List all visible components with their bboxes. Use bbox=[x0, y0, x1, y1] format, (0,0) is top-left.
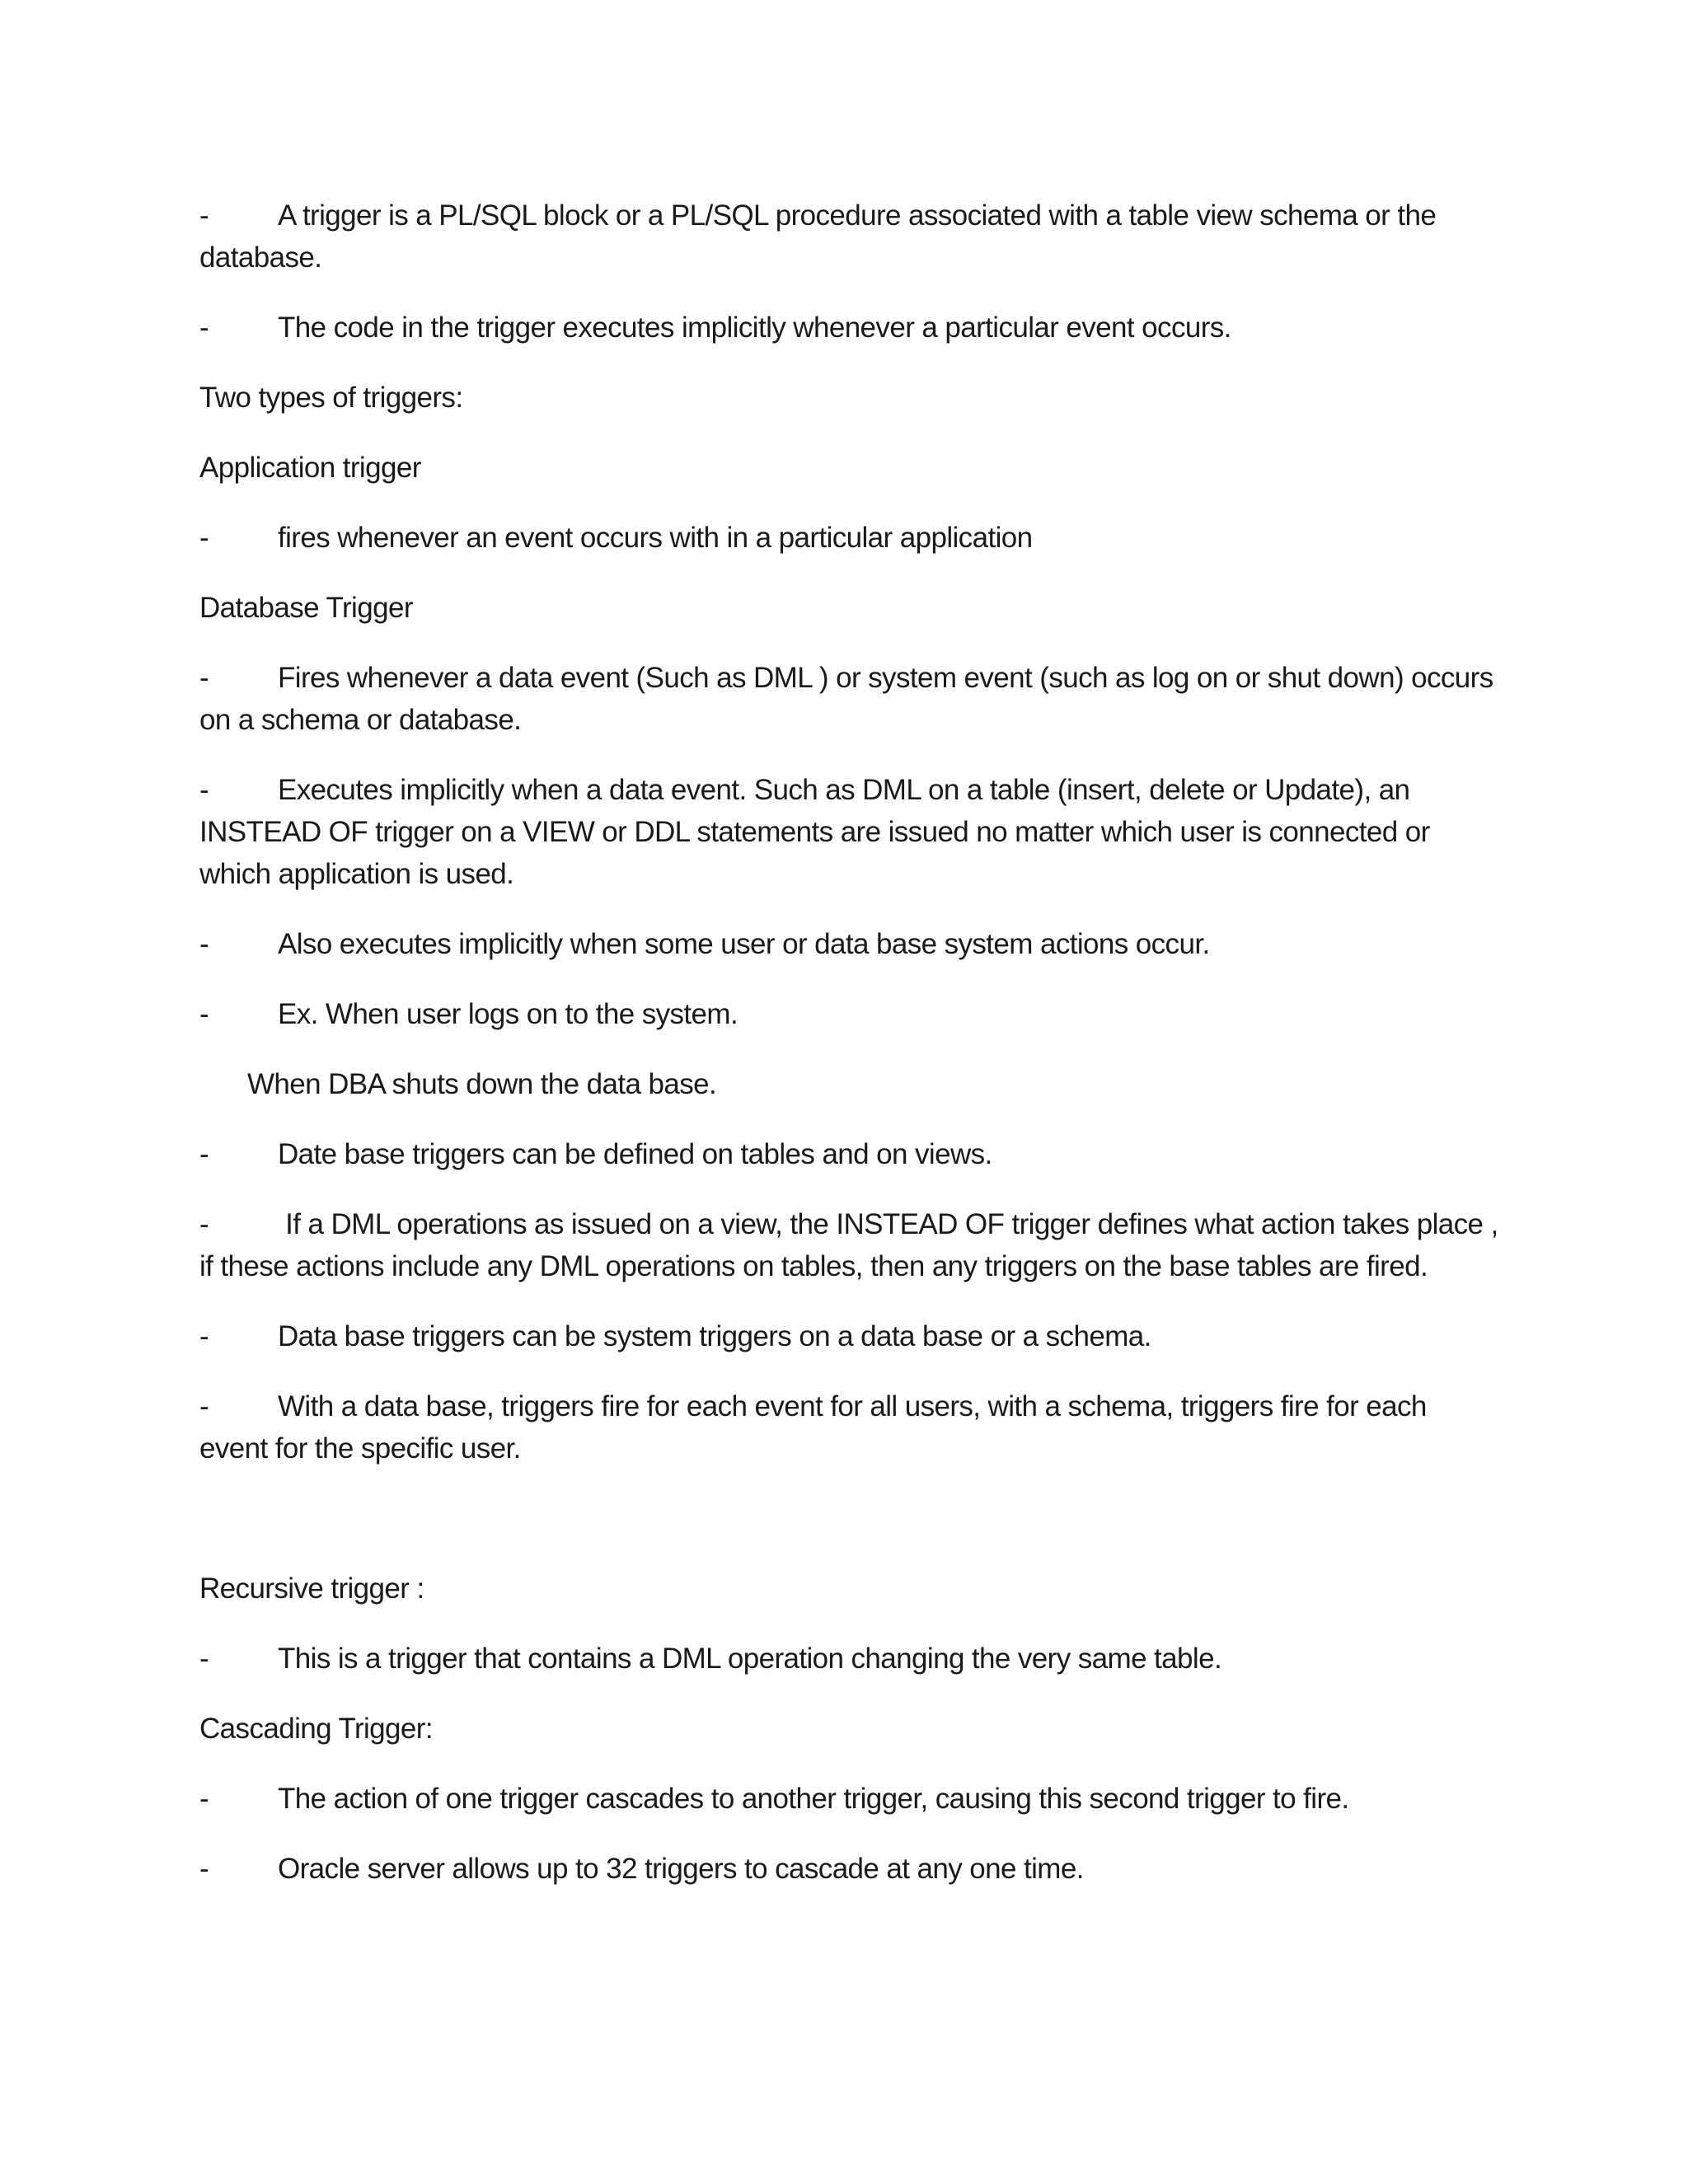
bullet-text: With a data base, triggers fire for each event for all users, with a schema, triggers fire for each event for the specific user. bbox=[199, 1390, 1427, 1465]
bullet-text: A trigger is a PL/SQL block or a PL/SQL procedure associated with a table view schema or the database. bbox=[199, 199, 1437, 274]
document-body bbox=[199, 194, 1502, 1918]
dash-marker: - bbox=[199, 1390, 209, 1422]
dash-marker: - bbox=[199, 522, 209, 554]
dash-marker: - bbox=[199, 1138, 209, 1170]
bullet-text: Fires whenever a data event (Such as DML ) or system event (such as log on or shut down) occurs on a schema or database. bbox=[199, 662, 1493, 736]
bullet-text: The code in the trigger executes implicitly whenever a particular event occurs. bbox=[278, 312, 1231, 344]
dash-marker: - bbox=[199, 774, 209, 806]
bullet-text: This is a trigger that contains a DML operation changing the very same table. bbox=[278, 1643, 1222, 1675]
dash-marker: - bbox=[199, 199, 209, 232]
bullet-item bbox=[199, 923, 1502, 965]
bullet-item bbox=[199, 194, 1502, 279]
dash-marker: - bbox=[199, 998, 209, 1030]
bullet-item bbox=[199, 1848, 1502, 1890]
bullet-item bbox=[199, 1385, 1502, 1469]
dash-marker: - bbox=[199, 1853, 209, 1885]
indented-line: When DBA shuts down the data base. bbox=[247, 1068, 717, 1100]
bullet-text: Oracle server allows up to 32 triggers to cascade at any one time. bbox=[278, 1853, 1084, 1885]
bullet-text: Data base triggers can be system triggers on a data base or a schema. bbox=[278, 1320, 1151, 1352]
dash-marker: - bbox=[199, 1783, 209, 1815]
dash-marker: - bbox=[199, 312, 209, 344]
bullet-text: Also executes implicitly when some user or data base system actions occur. bbox=[278, 928, 1210, 960]
bullet-item bbox=[199, 1778, 1502, 1820]
blank-spacer bbox=[199, 1497, 1502, 1568]
bullet-text: fires whenever an event occurs with in a particular application bbox=[278, 522, 1033, 554]
bullet-text: Ex. When user logs on to the system. bbox=[278, 998, 738, 1030]
section-heading: Application trigger bbox=[199, 452, 421, 484]
bullet-item bbox=[199, 307, 1502, 349]
bullet-item bbox=[199, 1638, 1502, 1680]
dash-marker: - bbox=[199, 662, 209, 694]
bullet-text: Executes implicitly when a data event. Such as DML on a table (insert, delete or Update), an INSTEAD OF trigger on a VIEW or DDL statements are issued no matter which user is connected or which application is used. bbox=[199, 774, 1430, 890]
bullet-item bbox=[199, 657, 1502, 741]
bullet-text: The action of one trigger cascades to another trigger, causing this second trigger to fire. bbox=[278, 1783, 1349, 1815]
bullet-item bbox=[199, 1315, 1502, 1357]
section-heading: Cascading Trigger: bbox=[199, 1713, 433, 1745]
bullet-item bbox=[199, 993, 1502, 1035]
section-heading: Database Trigger bbox=[199, 592, 413, 624]
dash-marker: - bbox=[199, 1208, 209, 1240]
bullet-item bbox=[199, 1133, 1502, 1175]
bullet-item bbox=[199, 1203, 1502, 1287]
section-heading: Recursive trigger : bbox=[199, 1572, 424, 1605]
dash-marker: - bbox=[199, 1643, 209, 1675]
bullet-item bbox=[199, 769, 1502, 895]
bullet-text: If a DML operations as issued on a view, the INSTEAD OF trigger defines what action takes place , if these actions include any DML operations on tables, then any triggers on the base tables are fired. bbox=[199, 1208, 1498, 1282]
bullet-text: Date base triggers can be defined on tables and on views. bbox=[278, 1138, 992, 1170]
section-heading: Two types of triggers: bbox=[199, 382, 463, 414]
dash-marker: - bbox=[199, 1320, 209, 1352]
dash-marker: - bbox=[199, 928, 209, 960]
bullet-item bbox=[199, 517, 1502, 559]
